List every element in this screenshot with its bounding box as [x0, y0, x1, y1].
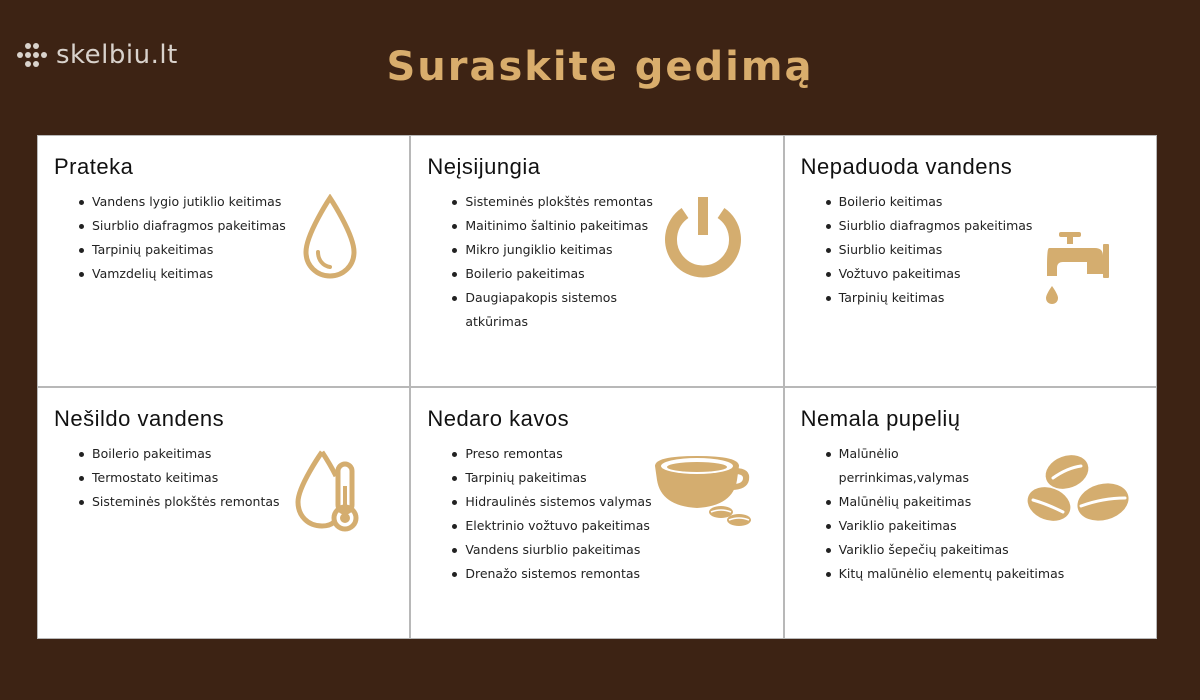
list-item: Termostato keitimas [92, 466, 302, 490]
list-item: Siurblio diafragmos pakeitimas [92, 214, 302, 238]
coffee-cup-icon [651, 446, 755, 532]
card-nesildo-vandens [38, 388, 409, 638]
list-item: Tarpinių keitimas [839, 286, 1049, 310]
list-item: Boilerio pakeitimas [465, 262, 675, 286]
list-item: Sisteminės plokštės remontas [92, 490, 302, 514]
list-item: Vožtuvo pakeitimas [839, 262, 1049, 286]
coffee-beans-icon [1023, 448, 1133, 532]
card-neisijungia [411, 136, 782, 386]
list-item: Vandens lygio jutiklio keitimas [92, 190, 302, 214]
card-nemala-pupeliu [785, 388, 1156, 638]
card-title: Nemala pupelių [800, 406, 961, 431]
list-item: Tarpinių pakeitimas [465, 466, 725, 490]
page-title: Suraskite gedimą [386, 44, 814, 90]
list-item: Boilerio pakeitimas [92, 442, 302, 466]
list-item: Maitinimo šaltinio pakeitimas [465, 214, 675, 238]
list-item: Mikro jungiklio keitimas [465, 238, 675, 262]
card-title: Nešildo vandens [54, 406, 225, 431]
card-title: Nedaro kavos [427, 406, 570, 431]
card-nepaduoda-vandens [785, 136, 1156, 386]
list-item: Daugiapakopis sistemos atkūrimas [465, 286, 675, 334]
list-item: Boilerio keitimas [839, 190, 1049, 214]
card-title: Prateka [54, 154, 134, 179]
list-item: Tarpinių pakeitimas [92, 238, 302, 262]
drop-thermometer-icon [294, 446, 366, 534]
list-item: Preso remontas [465, 442, 725, 466]
list-item: Malūnėlių pakeitimas [839, 490, 1099, 514]
list-item: Sisteminės plokštės remontas [465, 190, 675, 214]
fault-grid [37, 135, 1157, 639]
card-title: Neįsijungia [427, 154, 541, 179]
list-item: Kitų malūnėlio elementų pakeitimas [839, 562, 1099, 586]
list-item: Variklio šepečių pakeitimas [839, 538, 1099, 562]
list-item: Variklio pakeitimas [839, 514, 1099, 538]
list-item: Hidraulinės sistemos valymas [465, 490, 725, 514]
card-title: Nepaduoda vandens [800, 154, 1013, 179]
list-item: Siurblio diafragmos pakeitimas [839, 214, 1049, 238]
list-item: Siurblio keitimas [839, 238, 1049, 262]
list-item: Vandens siurblio pakeitimas [465, 538, 725, 562]
power-icon [661, 191, 745, 281]
list-item: Malūnėlio perrinkimas,valymas [839, 442, 969, 490]
list-item: Drenažo sistemos remontas [465, 562, 725, 586]
list-item: Vamzdelių keitimas [92, 262, 302, 286]
faucet-icon [1043, 226, 1113, 310]
card-nedaro-kavos [411, 388, 782, 638]
logo-text: skelbiu.lt [56, 40, 178, 70]
card-prateka [38, 136, 409, 386]
water-drop-icon [300, 194, 360, 280]
list-item: Elektrinio vožtuvo pakeitimas [465, 514, 725, 538]
